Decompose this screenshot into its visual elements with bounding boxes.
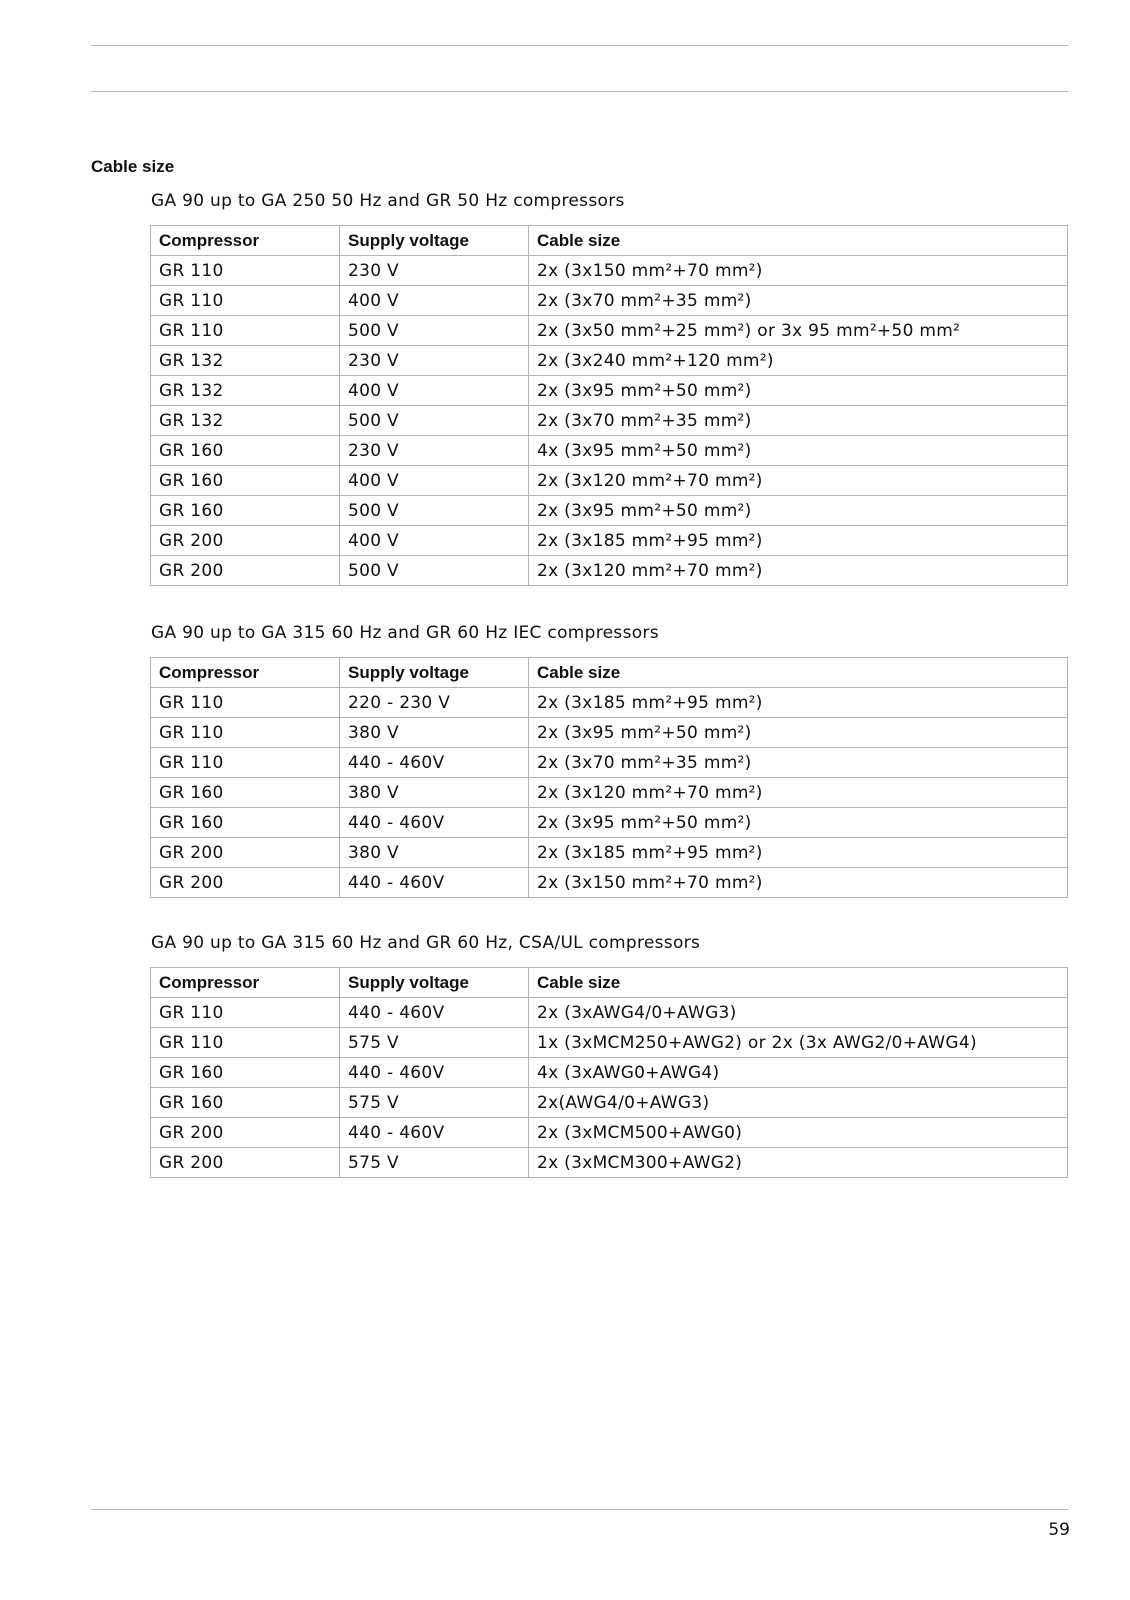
cell-cable-size: 2x (3x185 mm²+95 mm²) <box>529 526 1068 556</box>
cell-supply-voltage: 440 - 460V <box>340 748 529 778</box>
cell-compressor: GR 200 <box>151 838 340 868</box>
cell-compressor: GR 200 <box>151 556 340 586</box>
table-row <box>151 1088 1068 1118</box>
cell-supply-voltage: 500 V <box>340 406 529 436</box>
cell-supply-voltage: 500 V <box>340 316 529 346</box>
page-number: 59 <box>1048 1520 1070 1540</box>
cell-cable-size: 2x (3x50 mm²+25 mm²) or 3x 95 mm²+50 mm² <box>529 316 1068 346</box>
cell-supply-voltage: 575 V <box>340 1088 529 1118</box>
table-row <box>151 868 1068 898</box>
table-row <box>151 688 1068 718</box>
cell-cable-size: 2x (3xMCM500+AWG0) <box>529 1118 1068 1148</box>
cell-compressor: GR 110 <box>151 1028 340 1058</box>
table-row <box>151 1058 1068 1088</box>
table-header-row <box>151 226 1068 256</box>
table-caption-2: GA 90 up to GA 315 60 Hz and GR 60 Hz IEC compressors <box>151 623 659 643</box>
cell-compressor: GR 110 <box>151 286 340 316</box>
cell-compressor: GR 160 <box>151 496 340 526</box>
cell-cable-size: 2x (3x120 mm²+70 mm²) <box>529 556 1068 586</box>
cell-compressor: GR 200 <box>151 1118 340 1148</box>
table-row <box>151 466 1068 496</box>
table-row <box>151 718 1068 748</box>
table-row <box>151 1028 1068 1058</box>
cell-compressor: GR 160 <box>151 466 340 496</box>
cell-cable-size: 2x (3x150 mm²+70 mm²) <box>529 868 1068 898</box>
cell-compressor: GR 110 <box>151 256 340 286</box>
table-row <box>151 286 1068 316</box>
cell-supply-voltage: 380 V <box>340 778 529 808</box>
cell-supply-voltage: 440 - 460V <box>340 868 529 898</box>
table-row <box>151 808 1068 838</box>
cell-supply-voltage: 400 V <box>340 286 529 316</box>
cell-compressor: GR 110 <box>151 748 340 778</box>
table-row <box>151 1148 1068 1178</box>
table-row <box>151 778 1068 808</box>
cell-supply-voltage: 220 - 230 V <box>340 688 529 718</box>
header-rule-top <box>91 45 1068 46</box>
header-rule-bottom <box>91 91 1068 92</box>
table-row <box>151 1118 1068 1148</box>
cell-compressor: GR 160 <box>151 1088 340 1118</box>
cell-cable-size: 2x(AWG4/0+AWG3) <box>529 1088 1068 1118</box>
table-caption-3: GA 90 up to GA 315 60 Hz and GR 60 Hz, CSA/UL compressors <box>151 933 701 953</box>
cell-cable-size: 2x (3xMCM300+AWG2) <box>529 1148 1068 1178</box>
cell-compressor: GR 132 <box>151 376 340 406</box>
table-row <box>151 406 1068 436</box>
cell-compressor: GR 200 <box>151 526 340 556</box>
col-header-cable-size: Cable size <box>529 658 1068 688</box>
cell-compressor: GR 160 <box>151 1058 340 1088</box>
cell-cable-size: 2x (3x70 mm²+35 mm²) <box>529 286 1068 316</box>
cell-compressor: GR 110 <box>151 998 340 1028</box>
cell-compressor: GR 110 <box>151 688 340 718</box>
cell-supply-voltage: 230 V <box>340 436 529 466</box>
cell-compressor: GR 110 <box>151 316 340 346</box>
col-header-compressor: Compressor <box>151 658 340 688</box>
cell-supply-voltage: 440 - 460V <box>340 1058 529 1088</box>
cell-cable-size: 2x (3x95 mm²+50 mm²) <box>529 496 1068 526</box>
cell-compressor: GR 132 <box>151 346 340 376</box>
table-row <box>151 998 1068 1028</box>
cell-supply-voltage: 380 V <box>340 718 529 748</box>
cell-supply-voltage: 440 - 460V <box>340 998 529 1028</box>
cell-cable-size: 4x (3x95 mm²+50 mm²) <box>529 436 1068 466</box>
table-row <box>151 436 1068 466</box>
cell-cable-size: 2x (3x70 mm²+35 mm²) <box>529 748 1068 778</box>
cell-cable-size: 2x (3x120 mm²+70 mm²) <box>529 778 1068 808</box>
cell-cable-size: 2x (3x150 mm²+70 mm²) <box>529 256 1068 286</box>
table-row <box>151 256 1068 286</box>
table-row <box>151 556 1068 586</box>
cable-table-3 <box>150 967 1068 1178</box>
cell-supply-voltage: 380 V <box>340 838 529 868</box>
col-header-supply-voltage: Supply voltage <box>340 658 529 688</box>
col-header-cable-size: Cable size <box>529 968 1068 998</box>
cell-supply-voltage: 400 V <box>340 526 529 556</box>
table-caption-1: GA 90 up to GA 250 50 Hz and GR 50 Hz compressors <box>151 191 625 211</box>
table-row <box>151 316 1068 346</box>
col-header-compressor: Compressor <box>151 968 340 998</box>
cell-compressor: GR 160 <box>151 436 340 466</box>
cell-cable-size: 2x (3x185 mm²+95 mm²) <box>529 688 1068 718</box>
cable-table-2 <box>150 657 1068 898</box>
cell-supply-voltage: 575 V <box>340 1028 529 1058</box>
cell-supply-voltage: 575 V <box>340 1148 529 1178</box>
cable-table-1 <box>150 225 1068 586</box>
cell-compressor: GR 132 <box>151 406 340 436</box>
cell-supply-voltage: 400 V <box>340 466 529 496</box>
table-header-row <box>151 968 1068 998</box>
cell-cable-size: 2x (3xAWG4/0+AWG3) <box>529 998 1068 1028</box>
cell-cable-size: 2x (3x95 mm²+50 mm²) <box>529 808 1068 838</box>
cell-cable-size: 2x (3x185 mm²+95 mm²) <box>529 838 1068 868</box>
cell-supply-voltage: 440 - 460V <box>340 808 529 838</box>
cell-cable-size: 1x (3xMCM250+AWG2) or 2x (3x AWG2/0+AWG4) <box>529 1028 1068 1058</box>
table-row <box>151 526 1068 556</box>
col-header-cable-size: Cable size <box>529 226 1068 256</box>
cell-supply-voltage: 230 V <box>340 346 529 376</box>
table-row <box>151 838 1068 868</box>
cell-supply-voltage: 500 V <box>340 496 529 526</box>
cell-compressor: GR 200 <box>151 1148 340 1178</box>
footer-rule <box>91 1509 1068 1510</box>
section-heading: Cable size <box>91 157 175 176</box>
cell-compressor: GR 200 <box>151 868 340 898</box>
cell-compressor: GR 110 <box>151 718 340 748</box>
cell-compressor: GR 160 <box>151 808 340 838</box>
table-row <box>151 346 1068 376</box>
cell-cable-size: 2x (3x240 mm²+120 mm²) <box>529 346 1068 376</box>
col-header-compressor: Compressor <box>151 226 340 256</box>
cell-cable-size: 2x (3x95 mm²+50 mm²) <box>529 718 1068 748</box>
cell-supply-voltage: 440 - 460V <box>340 1118 529 1148</box>
cell-cable-size: 2x (3x120 mm²+70 mm²) <box>529 466 1068 496</box>
cell-supply-voltage: 400 V <box>340 376 529 406</box>
col-header-supply-voltage: Supply voltage <box>340 226 529 256</box>
table-row <box>151 496 1068 526</box>
cell-cable-size: 4x (3xAWG0+AWG4) <box>529 1058 1068 1088</box>
table-row <box>151 376 1068 406</box>
cell-supply-voltage: 500 V <box>340 556 529 586</box>
cell-cable-size: 2x (3x70 mm²+35 mm²) <box>529 406 1068 436</box>
col-header-supply-voltage: Supply voltage <box>340 968 529 998</box>
cell-supply-voltage: 230 V <box>340 256 529 286</box>
table-row <box>151 748 1068 778</box>
table-header-row <box>151 658 1068 688</box>
cell-cable-size: 2x (3x95 mm²+50 mm²) <box>529 376 1068 406</box>
cell-compressor: GR 160 <box>151 778 340 808</box>
